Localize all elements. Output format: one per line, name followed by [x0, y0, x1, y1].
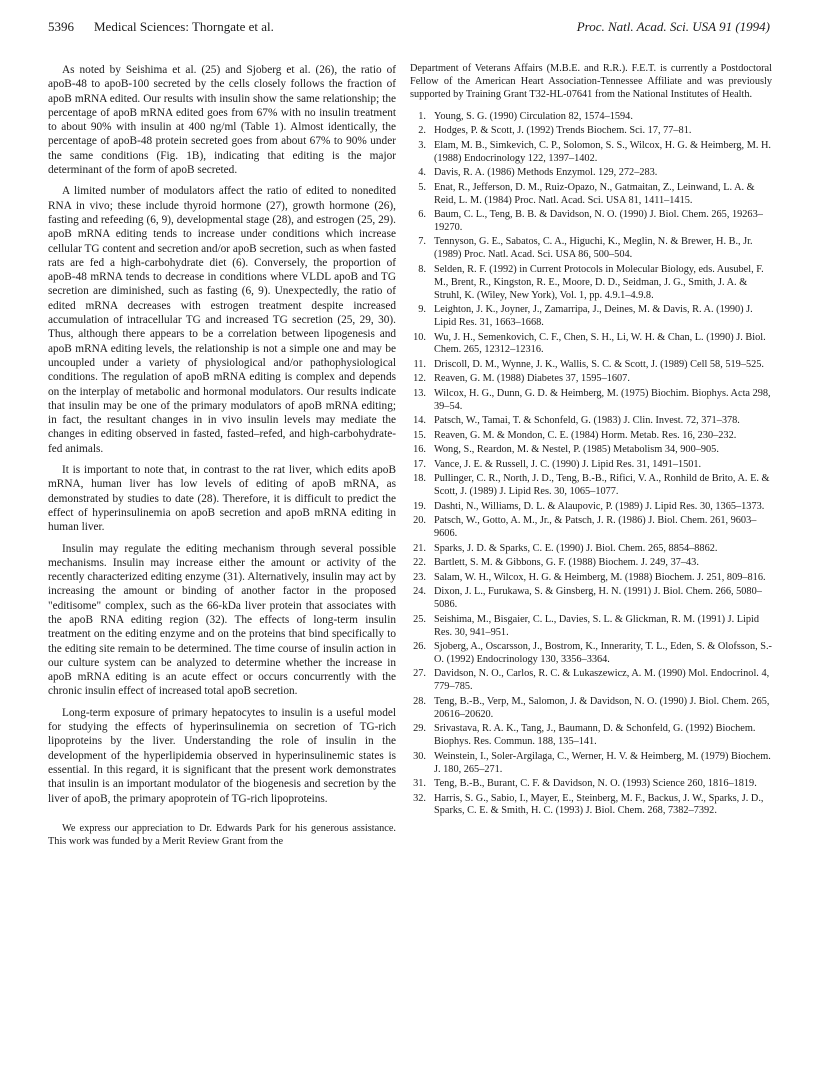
reference-number: 23.	[413, 571, 426, 583]
reference-text: Reaven, G. M. (1988) Diabetes 37, 1595–1607.	[434, 373, 630, 385]
reference-text: Reaven, G. M. & Mondon, C. E. (1984) Horm. Metab. Res. 16, 230–232.	[434, 429, 737, 441]
reference-item	[410, 140, 772, 166]
reference-number: 15.	[413, 429, 426, 441]
right-column	[410, 63, 772, 820]
reference-number: 6.	[418, 209, 426, 221]
reference-item	[410, 415, 772, 428]
reference-text: Sparks, J. D. & Sparks, C. E. (1990) J. Biol. Chem. 265, 8854–8862.	[434, 542, 718, 554]
reference-text: Pullinger, C. R., North, J. D., Teng, B.-B., Rifici, V. A., Ronhild de Brito, A. E. & Scott, J. (1989) J. Lipid Res. 30, 1065–1077.	[434, 473, 770, 498]
reference-text: Davis, R. A. (1986) Methods Enzymol. 129, 272–283.	[434, 167, 658, 179]
reference-text: Elam, M. B., Simkevich, C. P., Solomon, S. S., Wilcox, H. G. & Heimberg, M. H. (1988) Endocrinology 122, 1397–1402.	[434, 139, 772, 164]
reference-text: Patsch, W., Tamai, T. & Schonfeld, G. (1983) J. Clin. Invest. 72, 371–378.	[434, 415, 740, 427]
reference-number: 18.	[413, 473, 426, 485]
journal-citation: Proc. Natl. Acad. Sci. USA 91 (1994)	[576, 19, 770, 34]
reference-item	[410, 111, 772, 124]
reference-item	[410, 473, 772, 499]
reference-text: Teng, B.-B., Burant, C. F. & Davidson, N. O. (1993) Science 260, 1816–1819.	[434, 778, 757, 790]
reference-item	[410, 264, 772, 303]
body-paragraph: As noted by Seishima et al. (25) and Sjoberg et al. (26), the ratio of apoB-48 to apoB-100 secreted by the cells closely follows the fraction of apoB mRNA edited. Our results with insulin show the same relationship; the percentage of apoB mRNA edited goes from 67% with no insulin treatment to about 90% with insulin at 400 ng/ml (Table 1). Almost identically, the percentage of apoB-48 protein secreted goes from about 67% to 90% under the same conditions (Fig. 1B), indicating that editing is the major determinant of the form of apoB secreted.	[48, 64, 396, 177]
reference-number: 3.	[418, 139, 426, 151]
reference-number: 32.	[413, 792, 426, 804]
reference-item	[410, 696, 772, 722]
reference-number: 29.	[413, 723, 426, 735]
reference-number: 21.	[413, 542, 426, 554]
reference-number: 22.	[413, 557, 426, 569]
reference-item	[410, 557, 772, 570]
reference-item	[410, 167, 772, 180]
reference-text: Young, S. G. (1990) Circulation 82, 1574–1594.	[434, 110, 633, 122]
page-number: 5396	[48, 19, 74, 34]
reference-number: 20.	[413, 515, 426, 527]
reference-number: 19.	[413, 500, 426, 512]
reference-item	[410, 723, 772, 749]
reference-item	[410, 388, 772, 414]
reference-item	[410, 543, 772, 556]
reference-item	[410, 236, 772, 262]
reference-item	[410, 125, 772, 138]
reference-number: 2.	[418, 125, 426, 137]
reference-number: 25.	[413, 613, 426, 625]
reference-number: 5.	[418, 181, 426, 193]
reference-text: Harris, S. G., Sabio, I., Mayer, E., Steinberg, M. F., Backus, J. W., Sparks, J. D., Sparks, C. E. & Smith, H. C. (1993) J. Biol. Chem. 268, 7382–7392.	[434, 792, 764, 817]
reference-item	[410, 751, 772, 777]
reference-number: 17.	[413, 458, 426, 470]
running-title: Medical Sciences: Thorngate et al.	[94, 19, 274, 34]
acknowledgment-continued: Department of Veterans Affairs (M.B.E. and R.R.). F.E.T. is currently a Postdoctoral Fellow of the American Heart Association-Tennessee Affiliate and was previously supported by Training Grant T32-HL-07641 from the National Institutes of Health.	[410, 63, 772, 100]
reference-number: 14.	[413, 415, 426, 427]
reference-list	[410, 111, 772, 819]
reference-number: 8.	[418, 263, 426, 275]
reference-item	[410, 444, 772, 457]
reference-text: Enat, R., Jefferson, D. M., Ruiz-Opazo, N., Gatmaitan, Z., Leinwand, L. A. & Reid, L. M. (1984) Proc. Natl. Acad. Sci. USA 81, 1411–1415.	[434, 181, 755, 206]
reference-item	[410, 332, 772, 358]
body-paragraph: Long-term exposure of primary hepatocytes to insulin is a useful model for studying the effects of hyperinsulinemia on secretion of TG-rich lipoproteins by the liver. Understanding the role of insulin in the development of the hyperlipidemia observed in hyperinsulinemic states is essential. In this regard, it is significant that the present work demonstrates that insulin is an important modulator of the biogenesis and secretion by the liver of apoB, the primary apoprotein of TG-rich lipoproteins.	[48, 706, 396, 805]
reference-number: 1.	[418, 110, 426, 122]
reference-item	[410, 501, 772, 514]
reference-item	[410, 614, 772, 640]
reference-item	[410, 459, 772, 472]
reference-item	[410, 778, 772, 791]
reference-text: Salam, W. H., Wilcox, H. G. & Heimberg, M. (1988) Biochem. J. 251, 809–816.	[434, 571, 766, 583]
reference-number: 31.	[413, 778, 426, 790]
page-header	[48, 18, 770, 38]
reference-text: Wu, J. H., Semenkovich, C. F., Chen, S. H., Li, W. H. & Chan, L. (1990) J. Biol. Chem. 265, 12312–12316.	[434, 331, 766, 356]
reference-text: Leighton, J. K., Joyner, J., Zamarripa, J., Deines, M. & Davis, R. A. (1990) J. Lipid Res. 31, 1663–1668.	[434, 304, 753, 329]
reference-text: Dixon, J. L., Furukawa, S. & Ginsberg, H. N. (1991) J. Biol. Chem. 266, 5080–5086.	[434, 586, 762, 611]
acknowledgment: We express our appreciation to Dr. Edwards Park for his generous assistance. This work was funded by a Merit Review Grant from the	[48, 822, 396, 847]
reference-item	[410, 304, 772, 330]
reference-number: 28.	[413, 695, 426, 707]
body-paragraph: It is important to note that, in contrast to the rat liver, which edits apoB mRNA, human liver has low levels of editing of apoB mRNA, as demonstrated by studies to date (28). Therefore, it is difficult to predict the effect of hyperinsulinemia on apoB secretion and apoB mRNA editing in human liver.	[48, 464, 396, 534]
reference-number: 30.	[413, 750, 426, 762]
reference-number: 26.	[413, 641, 426, 652]
body-paragraph: A limited number of modulators affect the ratio of edited to nonedited RNA in vivo; these include thyroid hormone (27), growth hormone (26), fasting and refeeding (6, 9), developmental stage (28), and estrogen (25, 29). apoB mRNA editing tends to increase under conditions which increase cellular TG content and secretion and/or apoB secretion, such as when fasted rats are fed a high-carbohydrate diet (6). Conversely, the proportion of apoB-48 mRNA tends to decrease in conditions where VLDL apoB and TG secretion are diminished, such as fasting (6, 9). Unexpectedly, the ratio of edited mRNA decreases with estrogen treatment despite increased accumulation of intracellular TG and increased TG secretion (25, 29, 30). Thus, although there appears to be a correlation between lipogenesis and apoB mRNA editing levels, the relationship is not a simple one and may be uncoupled under a variety of physiological and/or pathophysiological conditions. The regulation of apoB mRNA editing is complex and depends on the interplay of metabolic and hormonal modulators. Our results indicate that insulin may be one of the primary modulators of apoB mRNA editing; in fact, the resultant changes in in vivo insulin levels may mediate the changes in editing observed in fasted, fasted–refed, and high-carbohydrate-fed animals.	[48, 185, 396, 455]
reference-number: 16.	[413, 444, 426, 456]
reference-item	[410, 209, 772, 235]
reference-text: Davidson, N. O., Carlos, R. C. & Lukaszewicz, A. M. (1990) Mol. Endocrinol. 4, 779–785.	[434, 668, 770, 693]
reference-text: Sjoberg, A., Oscarsson, J., Bostrom, K., Innerarity, T. L., Eden, S. & Olofsson, S.-O. (1992) Endocrinology 130, 3356–3364.	[434, 641, 772, 665]
reference-item	[410, 515, 772, 541]
reference-number: 13.	[413, 387, 426, 399]
reference-text: Wilcox, H. G., Dunn, G. D. & Heimberg, M. (1975) Biochim. Biophys. Acta 298, 39–54.	[434, 387, 771, 412]
reference-text: Tennyson, G. E., Sabatos, C. A., Higuchi, K., Meglin, N. & Brewer, H. B., Jr. (1989) Proc. Natl. Acad. Sci. USA 86, 500–504.	[434, 236, 753, 261]
reference-item	[410, 668, 772, 694]
reference-number: 24.	[413, 586, 426, 598]
reference-number: 11.	[413, 358, 426, 370]
reference-text: Patsch, W., Gotto, A. M., Jr., & Patsch, J. R. (1986) J. Biol. Chem. 261, 9603–9606.	[434, 515, 757, 540]
reference-text: Wong, S., Reardon, M. & Nestel, P. (1985) Metabolism 34, 900–905.	[434, 444, 719, 456]
reference-text: Teng, B.-B., Verp, M., Salomon, J. & Davidson, N. O. (1990) J. Biol. Chem. 265, 20616–20620.	[434, 695, 770, 720]
reference-text: Dashti, N., Williams, D. L. & Alaupovic, P. (1989) J. Lipid Res. 30, 1365–1373.	[434, 500, 765, 512]
reference-item	[410, 430, 772, 443]
reference-number: 10.	[413, 331, 426, 343]
reference-number: 27.	[413, 668, 426, 680]
reference-text: Selden, R. F. (1992) in Current Protocols in Molecular Biology, eds. Ausubel, F. M., Brent, R., Kingston, R. E., Moore, D. D., Seidman, J. G., Smith, J. A. & Struhl, K. (Wiley, New York), Vol. 1, pp. 4.9.1–4.9.8.	[434, 263, 764, 301]
reference-text: Weinstein, I., Soler-Argilaga, C., Werner, H. V. & Heimberg, M. (1979) Biochem. J. 180, 265–271.	[434, 750, 771, 775]
reference-item	[410, 359, 772, 372]
reference-text: Vance, J. E. & Russell, J. C. (1990) J. Lipid Res. 31, 1491–1501.	[434, 458, 702, 470]
reference-text: Bartlett, S. M. & Gibbons, G. F. (1988) Biochem. J. 249, 37–43.	[434, 557, 699, 569]
reference-text: Seishima, M., Bisgaier, C. L., Davies, S. L. & Glickman, R. M. (1991) J. Lipid Res. 30, 941–951.	[434, 613, 760, 638]
reference-item	[410, 373, 772, 386]
reference-text: Srivastava, R. A. K., Tang, J., Baumann, D. & Schonfeld, G. (1992) Biochem. Biophys. Res. Commun. 188, 135–141.	[434, 723, 756, 748]
reference-number: 4.	[418, 167, 426, 179]
reference-item	[410, 572, 772, 585]
reference-number: 9.	[418, 304, 426, 316]
reference-text: Hodges, P. & Scott, J. (1992) Trends Biochem. Sci. 17, 77–81.	[434, 125, 692, 137]
left-column	[48, 63, 396, 855]
body-paragraph: Insulin may regulate the editing mechanism through several possible mechanisms. Insulin may increase either the amount or activity of the recently characterized editing enzyme (31). Alternatively, insulin may act by increasing the amount or binding of another factor in the proposed "editisome" complex, such as the 66-kDa liver protein that associates with the apoB RNA editing region (32). The effects of long-term insulin treatment on the editing enzyme and on the proteins that bind specifically to the editing site remain to be determined. The time course of insulin action in our culture system can be analyzed to determine whether the increase in apoB mRNA editing is an acute effect or occurs concurrently with the chronic insulin effect of increased total apoB secretion.	[48, 542, 396, 698]
reference-text: Baum, C. L., Teng, B. B. & Davidson, N. O. (1990) J. Biol. Chem. 265, 19263–19270.	[434, 209, 763, 233]
reference-item	[410, 641, 772, 667]
reference-item	[410, 182, 772, 208]
reference-item	[410, 793, 772, 819]
reference-number: 7.	[418, 236, 426, 248]
reference-item	[410, 586, 772, 612]
reference-number: 12.	[413, 373, 426, 385]
reference-text: Driscoll, D. M., Wynne, J. K., Wallis, S. C. & Scott, J. (1989) Cell 58, 519–525.	[434, 358, 764, 370]
